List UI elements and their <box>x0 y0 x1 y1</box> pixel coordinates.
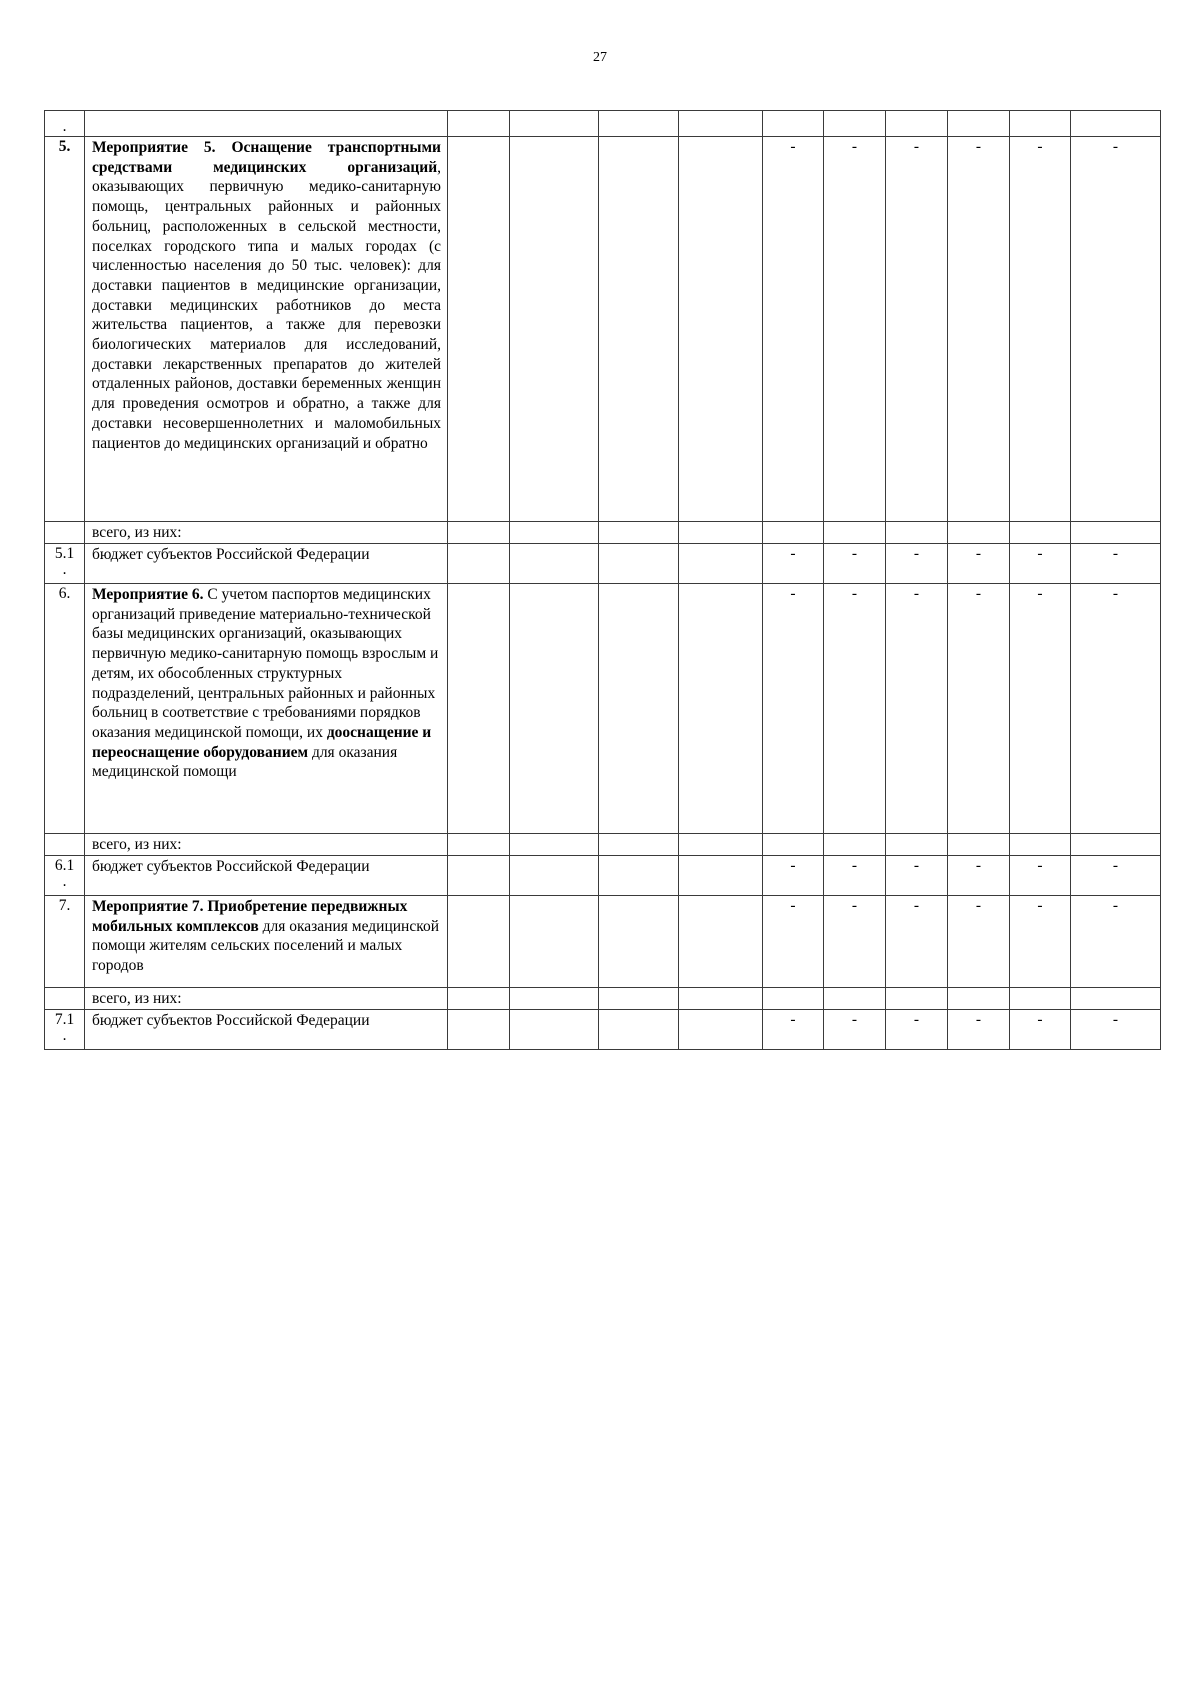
row-number: 6.1 <box>54 857 75 874</box>
value-cell: - <box>886 1010 948 1050</box>
value-cell: - <box>763 1010 824 1050</box>
empty-cell <box>763 111 824 137</box>
measure-name-cell <box>85 896 448 988</box>
row-number-cell <box>45 896 85 988</box>
empty-cell <box>599 896 679 988</box>
total-label: всего, из них: <box>85 834 448 856</box>
value-cell: - <box>886 544 948 584</box>
table-row-measure-6 <box>45 584 1161 834</box>
value-cell: - <box>948 856 1010 896</box>
empty-cell <box>599 988 679 1010</box>
value-cell: - <box>824 1010 886 1050</box>
measure-title: Мероприятие 7. Приобретение передвижных мобильных комплексов <box>92 898 408 935</box>
empty-cell <box>448 544 510 584</box>
empty-cell <box>679 522 763 544</box>
row-number: 7. <box>58 897 71 914</box>
empty-cell <box>1071 834 1161 856</box>
empty-cell <box>599 1010 679 1050</box>
row-number-cell <box>45 1010 85 1050</box>
measure-title: Мероприятие 6. <box>92 586 204 603</box>
empty-cell <box>599 544 679 584</box>
value-cell: - <box>1071 584 1161 834</box>
total-label: всего, из них: <box>85 522 448 544</box>
empty-cell <box>448 834 510 856</box>
empty-cell <box>599 137 679 522</box>
row-number-dot: . <box>62 872 67 890</box>
table-row-budget <box>45 856 1161 896</box>
empty-cell <box>510 522 599 544</box>
value-cell: - <box>763 896 824 988</box>
measure-emphasis: дооснащение и переоснащение оборудованием <box>92 723 432 761</box>
empty-cell <box>510 137 599 522</box>
value-cell: - <box>948 137 1010 522</box>
value-cell: - <box>763 137 824 522</box>
empty-cell <box>510 111 599 137</box>
value-cell: - <box>1071 137 1161 522</box>
value-cell: - <box>948 1010 1010 1050</box>
name-cell <box>85 111 448 137</box>
empty-cell <box>599 111 679 137</box>
budget-label: бюджет субъектов Российской Федерации <box>85 544 448 584</box>
empty-cell <box>948 834 1010 856</box>
table-row-budget <box>45 544 1161 584</box>
value-cell: - <box>1071 856 1161 896</box>
empty-cell <box>448 584 510 834</box>
empty-cell <box>448 988 510 1010</box>
empty-cell <box>763 988 824 1010</box>
empty-cell <box>1010 522 1071 544</box>
empty-cell <box>886 522 948 544</box>
empty-cell <box>599 522 679 544</box>
row-number-cell <box>45 544 85 584</box>
row-number: . <box>62 118 67 135</box>
value-cell: - <box>824 856 886 896</box>
empty-cell <box>679 896 763 988</box>
empty-cell <box>948 522 1010 544</box>
value-cell: - <box>886 137 948 522</box>
table-row-total <box>45 834 1161 856</box>
measures-table <box>44 110 1161 1050</box>
measure-name-cell <box>85 137 448 522</box>
value-cell: - <box>1071 544 1161 584</box>
measure-description: , оказывающих первичную медико-санитарную помощь, центральных районных и районных больниц, расположенных в сельской местности, поселках городского типа и малых городах (с численностью населения до 50 тыс. человек): для доставки пациентов в медицинские организации, доставки медицинских работников до места жительства пациентов, а также для перевозки биологических материалов для исследований, доставки лекарственных препаратов до жителей отдаленных районов, доставки беременных женщин для проведения осмотров и обратно, а также для доставки несовершеннолетних и маломобильных пациентов до медицинских организаций и обратно <box>92 158 441 452</box>
value-cell: - <box>1010 1010 1071 1050</box>
empty-cell <box>824 988 886 1010</box>
empty-cell <box>679 988 763 1010</box>
measure-title: Мероприятие 5. Оснащение транспортными средствами медицинских организаций <box>92 139 441 176</box>
row-number-cell <box>45 834 85 856</box>
empty-cell <box>679 584 763 834</box>
row-number-cell <box>45 856 85 896</box>
value-cell: - <box>1071 896 1161 988</box>
empty-cell <box>448 1010 510 1050</box>
table-row-budget <box>45 1010 1161 1050</box>
empty-cell <box>948 111 1010 137</box>
value-cell: - <box>763 544 824 584</box>
empty-cell <box>824 834 886 856</box>
budget-label: бюджет субъектов Российской Федерации <box>85 1010 448 1050</box>
empty-cell <box>448 137 510 522</box>
empty-cell <box>510 834 599 856</box>
row-number-cell <box>45 988 85 1010</box>
empty-cell <box>599 856 679 896</box>
value-cell: - <box>824 137 886 522</box>
row-number-dot: . <box>62 1026 67 1044</box>
empty-cell <box>510 988 599 1010</box>
value-cell: - <box>948 896 1010 988</box>
empty-cell <box>1071 988 1161 1010</box>
empty-cell <box>679 544 763 584</box>
empty-cell <box>679 1010 763 1050</box>
value-cell: - <box>886 896 948 988</box>
empty-cell <box>763 522 824 544</box>
empty-cell <box>886 111 948 137</box>
table-row-measure-5 <box>45 137 1161 522</box>
empty-cell <box>679 137 763 522</box>
value-cell: - <box>1010 896 1071 988</box>
value-cell: - <box>824 584 886 834</box>
row-number-cell <box>45 137 85 522</box>
value-cell: - <box>1010 544 1071 584</box>
value-cell: - <box>1010 137 1071 522</box>
measure-description: С учетом паспортов медицинских организаций приведение материально-технической базы медицинских организаций, оказывающих первичную медико-санитарную помощь взрослым и детям, их обособленных структурных подразделений, центральных районных и районных больниц в соответствие с требованиями порядков оказания медицинской помощи, их <box>92 586 439 741</box>
table-row-total <box>45 522 1161 544</box>
empty-cell <box>1071 111 1161 137</box>
row-number: 6. <box>58 585 71 602</box>
value-cell: - <box>948 584 1010 834</box>
empty-cell <box>448 111 510 137</box>
empty-cell <box>948 988 1010 1010</box>
empty-cell <box>1010 111 1071 137</box>
row-number: 5.1 <box>54 545 75 562</box>
empty-cell <box>679 856 763 896</box>
value-cell: - <box>763 856 824 896</box>
value-cell: - <box>824 544 886 584</box>
empty-cell <box>886 834 948 856</box>
empty-cell <box>599 834 679 856</box>
empty-cell <box>824 111 886 137</box>
empty-cell <box>763 834 824 856</box>
empty-cell <box>510 896 599 988</box>
empty-cell <box>1010 834 1071 856</box>
empty-cell <box>448 856 510 896</box>
row-number: 7.1 <box>54 1011 75 1028</box>
total-label: всего, из них: <box>85 988 448 1010</box>
row-number-cell <box>45 522 85 544</box>
table-row-total <box>45 988 1161 1010</box>
value-cell: - <box>886 856 948 896</box>
measure-name-cell <box>85 584 448 834</box>
table-row-continuation <box>45 111 1161 137</box>
page-number: 27 <box>593 50 607 65</box>
value-cell: - <box>1010 584 1071 834</box>
value-cell: - <box>824 896 886 988</box>
empty-cell <box>510 584 599 834</box>
empty-cell <box>599 584 679 834</box>
empty-cell <box>510 856 599 896</box>
empty-cell <box>448 896 510 988</box>
row-number-cell <box>45 111 85 137</box>
measure-description-end: для оказания медицинской помощи <box>92 743 398 781</box>
value-cell: - <box>1071 1010 1161 1050</box>
row-number-dot: . <box>62 560 67 578</box>
measure-description: для оказания медицинской помощи жителям сельских поселений и малых городов <box>92 917 439 975</box>
row-number-cell <box>45 584 85 834</box>
empty-cell <box>679 111 763 137</box>
value-cell: - <box>948 544 1010 584</box>
empty-cell <box>824 522 886 544</box>
value-cell: - <box>886 584 948 834</box>
empty-cell <box>510 544 599 584</box>
empty-cell <box>448 522 510 544</box>
value-cell: - <box>763 584 824 834</box>
empty-cell <box>679 834 763 856</box>
empty-cell <box>510 1010 599 1050</box>
table-row-measure-7 <box>45 896 1161 988</box>
budget-label: бюджет субъектов Российской Федерации <box>85 856 448 896</box>
value-cell: - <box>1010 856 1071 896</box>
empty-cell <box>1071 522 1161 544</box>
row-number: 5. <box>58 138 71 155</box>
empty-cell <box>886 988 948 1010</box>
empty-cell <box>1010 988 1071 1010</box>
